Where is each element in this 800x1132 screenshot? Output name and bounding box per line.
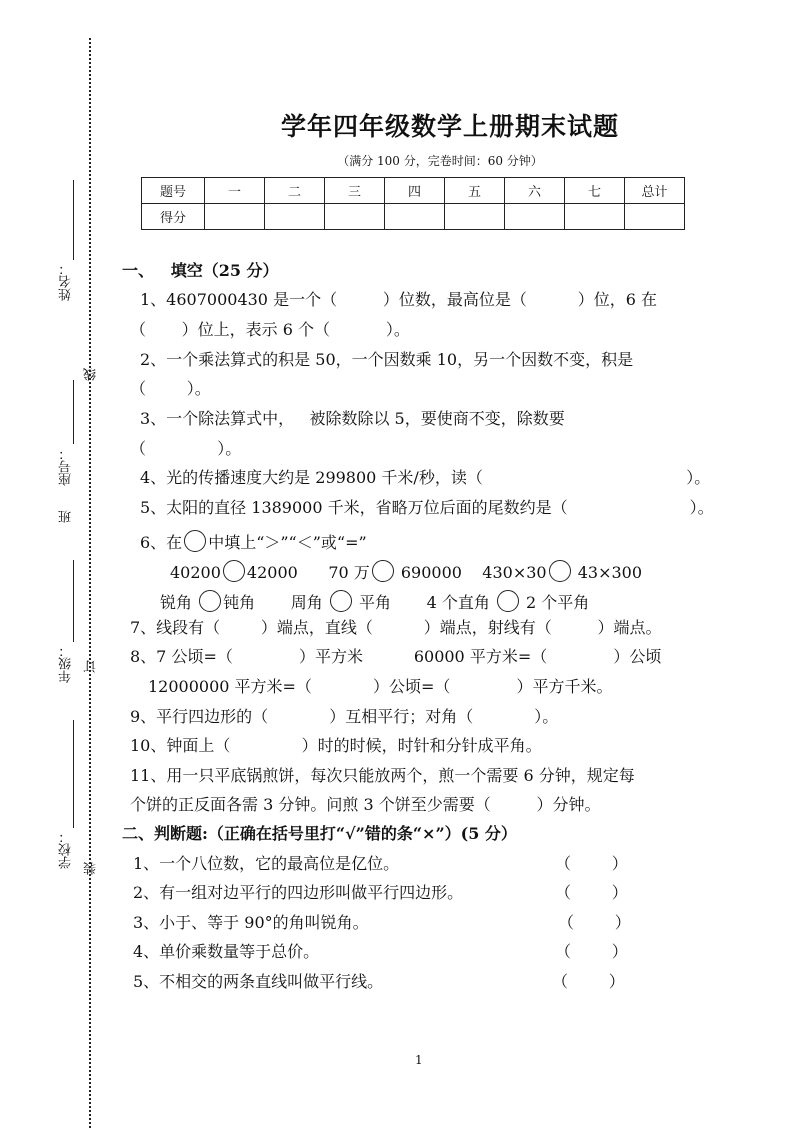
- q6-value: 70 万: [328, 563, 370, 582]
- score-table-cell[interactable]: [565, 204, 625, 230]
- page-title: 学年四年级数学上册期末试题: [280, 112, 619, 141]
- page-number: 1: [415, 1053, 423, 1067]
- question-1-line1: 1、4607000430 是一个（ ）位数，最高位是（ ）位，6 在: [140, 290, 657, 309]
- q6-value: 2 个平角: [526, 593, 590, 612]
- q6-value: 锐角: [160, 593, 193, 612]
- judgment-answer-bracket[interactable]: （ ）: [558, 913, 631, 932]
- judgment-item-5: 5、不相交的两条直线叫做平行线。: [133, 972, 384, 991]
- score-table-cell[interactable]: [445, 204, 505, 230]
- q6-value: 42000: [246, 563, 298, 582]
- score-table-cell: 题号: [142, 178, 205, 204]
- judgment-answer-bracket[interactable]: （ ）: [555, 942, 628, 961]
- question-9: 9、平行四边形的（ ）互相平行；对角（ ）。: [130, 707, 559, 726]
- score-table-cell: 五: [445, 178, 505, 204]
- compare-circle-icon[interactable]: [330, 590, 352, 612]
- judgment-item-2: 2、有一组对边平行的四边形叫做平行四边形。: [133, 883, 464, 902]
- question-3-line2: （ ）。: [130, 439, 242, 458]
- grade-label: 年级：: [59, 644, 74, 683]
- grade-blank: [73, 560, 74, 642]
- q6-value: 钝角: [223, 593, 256, 612]
- judgment-item-4: 4、单价乘数量等于总价。: [133, 942, 320, 961]
- score-table-cell: 二: [265, 178, 325, 204]
- seat-blank: [73, 380, 74, 444]
- question-8-line1: 8、7 公顷=（ ）平方米 60000 平方米=（ ）公顷: [130, 647, 662, 666]
- school-blank: [73, 720, 74, 828]
- school-label: 学校：: [59, 830, 74, 869]
- question-6-prefix: 6、在: [140, 533, 183, 552]
- score-table: [141, 177, 685, 230]
- compare-circle-icon[interactable]: [223, 560, 245, 582]
- judgment-answer-bracket[interactable]: （ ）: [555, 883, 628, 902]
- score-table-cell[interactable]: [265, 204, 325, 230]
- score-table-cell[interactable]: [205, 204, 265, 230]
- question-6-row1: [170, 560, 642, 582]
- section1-heading: 一、 填空（25 分）: [122, 261, 279, 280]
- question-11-line1: 11、用一只平底锅煎饼，每次只能放两个，煎一个需要 6 分钟，规定每: [130, 766, 635, 785]
- score-table-cell[interactable]: [385, 204, 445, 230]
- question-4: 4、光的传播速度大约是 299800 千米/秒，读（ ）。: [140, 468, 711, 487]
- binding-mark-zhuang: 装: [84, 862, 99, 875]
- question-5: 5、太阳的直径 1389000 千米，省略万位后面的尾数约是（ ）。: [140, 498, 714, 517]
- compare-circle-icon: [184, 530, 206, 552]
- score-table-cell[interactable]: [625, 204, 685, 230]
- q6-value: 43×300: [577, 563, 643, 582]
- question-8-line2: 12000000 平方米=（ ）公顷=（ ）平方千米。: [148, 677, 613, 696]
- class-label: 班: [59, 510, 74, 523]
- judgment-answer-bracket[interactable]: （ ）: [555, 854, 628, 873]
- seat-label: 座号：: [59, 447, 74, 486]
- score-table-score-row: [142, 204, 685, 230]
- question-11-line2: 个饼的正反面各需 3 分钟。问煎 3 个饼至少需要（ ）分钟。: [130, 795, 601, 814]
- compare-circle-icon[interactable]: [199, 590, 221, 612]
- q6-value: 690000: [400, 563, 462, 582]
- question-2-line2: （ ）。: [130, 379, 211, 398]
- judgment-answer-bracket[interactable]: （ ）: [552, 972, 625, 991]
- question-10: 10、钟面上（ ）时的时候，时针和分针成平角。: [130, 736, 542, 755]
- score-table-cell: 一: [205, 178, 265, 204]
- binding-dotted-line: [89, 38, 91, 1128]
- q6-value: 平角: [358, 593, 391, 612]
- question-7: 7、线段有（ ）端点，直线（ ）端点，射线有（ ）端点。: [130, 618, 662, 637]
- name-label: 姓名：: [59, 262, 74, 301]
- binding-mark-xian: 线: [84, 368, 99, 381]
- score-table-cell[interactable]: [505, 204, 565, 230]
- q6-value: 40200: [170, 563, 221, 582]
- score-table-cell: 六: [505, 178, 565, 204]
- name-blank: [73, 180, 74, 260]
- q6-value: 430×30: [482, 563, 547, 582]
- question-6-suffix: 中填上“＞”“＜”或“=”: [208, 533, 367, 552]
- score-table-cell: 得分: [142, 204, 205, 230]
- compare-circle-icon[interactable]: [372, 560, 394, 582]
- score-table-cell: 七: [565, 178, 625, 204]
- judgment-item-3: 3、小于、等于 90°的角叫锐角。: [133, 913, 369, 932]
- score-table-cell: 总计: [625, 178, 685, 204]
- q6-value: 周角: [290, 593, 323, 612]
- page-subtitle: （满分 100 分，完卷时间：60 分钟）: [337, 154, 543, 168]
- score-table-cell: 四: [385, 178, 445, 204]
- binding-mark-ding: 订: [84, 660, 99, 673]
- q6-value: 4 个直角: [426, 593, 490, 612]
- question-1-line2: （ ）位上，表示 6 个（ ）。: [130, 320, 410, 339]
- question-2-line1: 2、一个乘法算式的积是 50，一个因数乘 10，另一个因数不变，积是: [140, 350, 634, 369]
- score-table-cell[interactable]: [325, 204, 385, 230]
- section2-heading: 二、判断题:（正确在括号里打“√”错的条“×”）(5 分）: [122, 824, 517, 843]
- score-table-cell: 三: [325, 178, 385, 204]
- compare-circle-icon[interactable]: [549, 560, 571, 582]
- score-table-header-row: [142, 178, 685, 204]
- question-6-row2: [160, 590, 589, 612]
- question-6-instruction: [140, 530, 367, 552]
- judgment-item-1: 1、一个八位数，它的最高位是亿位。: [133, 854, 400, 873]
- question-3-line1: 3、一个除法算式中， 被除数除以 5，要使商不变，除数要: [140, 409, 565, 428]
- compare-circle-icon[interactable]: [497, 590, 519, 612]
